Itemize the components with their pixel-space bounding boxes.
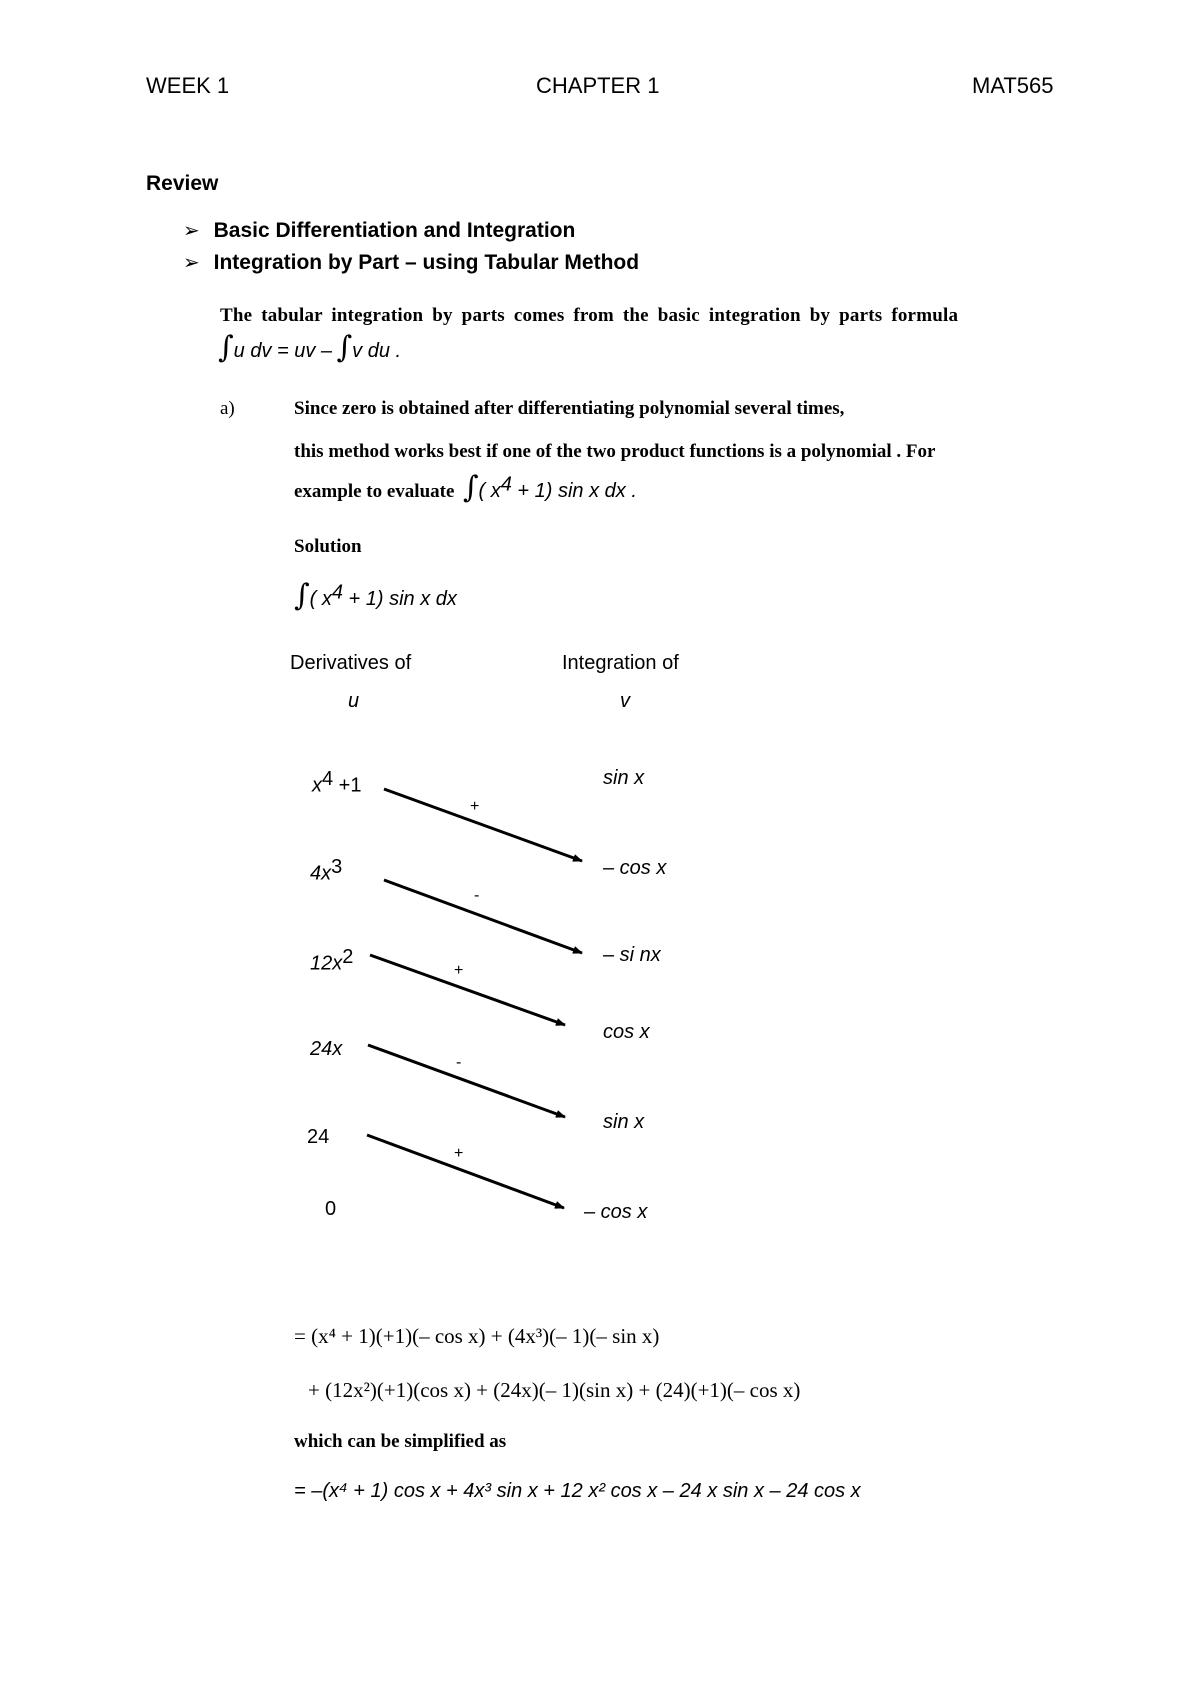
arrow-line xyxy=(368,1045,565,1117)
col-derivatives-title: Derivatives of xyxy=(290,652,412,674)
part-label: a) xyxy=(220,398,235,419)
col-integration-var: v xyxy=(620,690,630,712)
header-chapter: CHAPTER 1 xyxy=(536,73,660,98)
formula-rhs: v du . xyxy=(352,340,402,362)
arrow-bullet-icon: ➢ xyxy=(183,220,200,242)
derivative-entry: $x^4 +1$ xyxy=(312,768,362,797)
simplified-label: which can be simplified as xyxy=(294,1431,507,1452)
bullet-text: Integration by Part – using Tabular Method xyxy=(213,251,640,274)
integral-sign-icon: ∫ xyxy=(294,578,310,613)
integral-entry: – si nx xyxy=(603,944,661,966)
col-derivatives-var: u xyxy=(348,690,360,712)
sign-label: - xyxy=(456,1054,462,1071)
integral-entry: cos x xyxy=(603,1021,650,1043)
sign-label: + xyxy=(454,1145,464,1162)
part-a-line1: Since zero is obtained after differentiating polynomial several times, xyxy=(294,398,845,419)
expr-exponent: 4 xyxy=(500,473,512,496)
arrow-line xyxy=(384,880,582,953)
bullet-text: Basic Differentiation and Integration xyxy=(213,219,576,242)
integral-sign-icon: ∫ xyxy=(218,330,234,365)
derivative-entry: $4x^3$ xyxy=(310,856,343,885)
expr-base: ( x xyxy=(478,480,501,502)
section-title: Review xyxy=(146,172,219,195)
expr-rest: + 1) sin x dx xyxy=(342,588,457,610)
result-line2: + (12x²)(+1)(cos x) + (24x)(– 1)(sin x) + (24)(+1)(– cos x) xyxy=(308,1378,801,1402)
arrow-line xyxy=(370,955,565,1025)
expr-base: ( x xyxy=(309,588,332,610)
sign-label: - xyxy=(474,887,480,904)
expr-exponent: 4 xyxy=(331,581,343,604)
integral-entry: – cos x xyxy=(603,857,667,879)
col-integration-title: Integration of xyxy=(562,652,679,674)
solution-label: Solution xyxy=(294,536,362,557)
header-course: MAT565 xyxy=(972,73,1054,98)
derivative-entry: $12x^2$ xyxy=(310,946,354,975)
integral-entry: sin x xyxy=(603,1111,645,1133)
part-a-line2: this method works best if one of the two product functions is a polynomial . For xyxy=(294,441,936,462)
derivative-entry: 24 xyxy=(307,1126,330,1148)
integral-entry: sin x xyxy=(603,767,645,789)
derivative-entry: 0 xyxy=(325,1198,337,1220)
sign-label: + xyxy=(470,798,480,815)
formula-lhs: u dv = uv – xyxy=(233,340,333,362)
header-week: WEEK 1 xyxy=(146,73,230,98)
arrow-line xyxy=(367,1135,564,1208)
final-answer: = –(x⁴ + 1) cos x + 4x³ sin x + 12 x² cos x – 24 x sin x – 24 cos x xyxy=(294,1480,861,1502)
result-line1: = (x⁴ + 1)(+1)(– cos x) + (4x³)(– 1)(– sin x) xyxy=(294,1324,660,1348)
sign-label: + xyxy=(454,962,464,979)
arrow-bullet-icon: ➢ xyxy=(183,252,200,274)
intro-text: The tabular integration by parts comes from the basic integration by parts formula xyxy=(220,305,959,326)
integral-entry: – cos x xyxy=(584,1201,648,1223)
integral-sign-icon: ∫ xyxy=(462,470,479,505)
integral-sign-icon: ∫ xyxy=(336,330,353,365)
part-a-prefix: example to evaluate xyxy=(294,481,455,502)
derivative-entry: 24x xyxy=(310,1038,343,1060)
arrow-line xyxy=(384,789,582,861)
expr-rest: + 1) sin x dx . xyxy=(511,480,637,502)
